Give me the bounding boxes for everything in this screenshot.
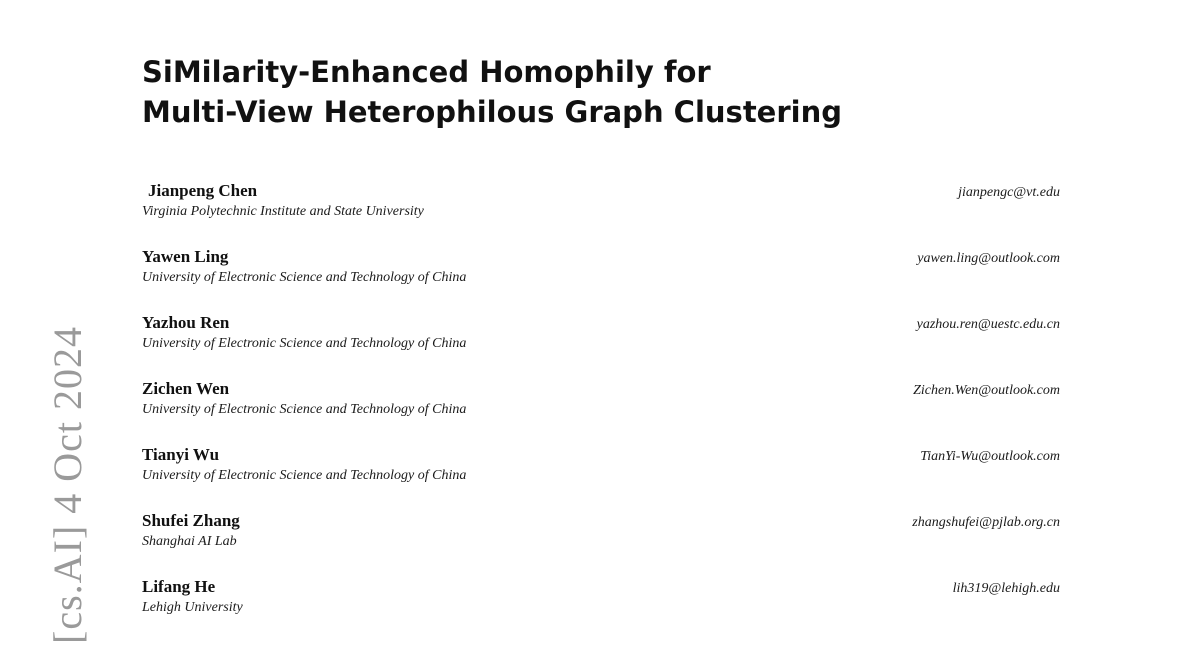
author-affiliation: University of Electronic Science and Technology of China	[142, 468, 467, 483]
author-affiliation: University of Electronic Science and Technology of China	[142, 336, 467, 351]
author-entry	[142, 576, 1060, 642]
author-email[interactable]: jianpengc@vt.edu	[958, 185, 1060, 200]
author-email[interactable]: TianYi-Wu@outlook.com	[920, 449, 1060, 464]
author-entry	[142, 510, 1060, 576]
author-email[interactable]: Zichen.Wen@outlook.com	[913, 383, 1060, 398]
title-line-1: SiMilarity-Enhanced Homophily for	[142, 55, 711, 89]
author-list	[142, 180, 1060, 642]
author-email[interactable]: lih319@lehigh.edu	[952, 581, 1060, 596]
author-affiliation: Lehigh University	[142, 600, 243, 615]
author-affiliation: Shanghai AI Lab	[142, 534, 237, 549]
author-entry	[142, 180, 1060, 246]
arxiv-identifier-stamp: [cs.AI] 4 Oct 2024	[45, 326, 90, 644]
author-email[interactable]: zhangshufei@pjlab.org.cn	[912, 515, 1060, 530]
author-name: Yawen Ling	[142, 247, 229, 266]
title-line-2: Multi-View Heterophilous Graph Clustering	[142, 95, 842, 129]
author-name: Shufei Zhang	[142, 511, 240, 530]
author-name: Lifang He	[142, 577, 216, 596]
author-name: Zichen Wen	[142, 379, 230, 398]
author-affiliation: University of Electronic Science and Technology of China	[142, 270, 467, 285]
author-entry	[142, 378, 1060, 444]
author-affiliation: Virginia Polytechnic Institute and State University	[142, 204, 424, 219]
author-affiliation: University of Electronic Science and Technology of China	[142, 402, 467, 417]
author-entry	[142, 246, 1060, 312]
author-email[interactable]: yazhou.ren@uestc.edu.cn	[916, 317, 1060, 332]
author-name: Yazhou Ren	[142, 313, 230, 332]
author-name: Tianyi Wu	[142, 445, 220, 464]
author-name: Jianpeng Chen	[148, 181, 258, 200]
author-entry	[142, 312, 1060, 378]
paper-title	[142, 52, 1042, 132]
author-email[interactable]: yawen.ling@outlook.com	[917, 251, 1060, 266]
author-entry	[142, 444, 1060, 510]
